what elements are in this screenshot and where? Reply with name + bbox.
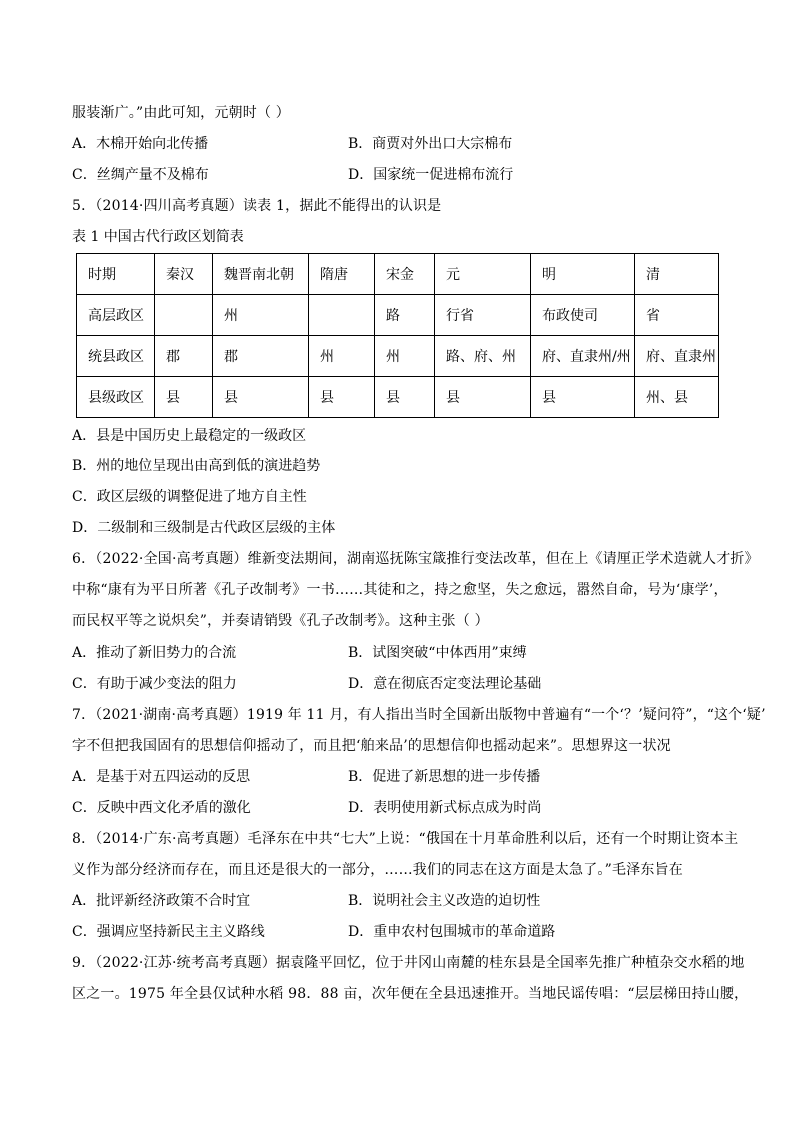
q8-stem-line-2: 义作为部分经济而存在，而且还是很大的一部分，……我们的同志在这方面是太急了。”毛泽东旨在 bbox=[72, 862, 683, 878]
q6-option-d: D．意在彻底否定变法理论基础 bbox=[348, 676, 542, 692]
q8-option-a: A．批评新经济政策不合时宜 bbox=[72, 893, 251, 909]
q4-option-d: D．国家统一促进棉布流行 bbox=[348, 167, 514, 183]
q7-option-a: A．是基于对五四运动的反思 bbox=[72, 769, 251, 785]
table-header-cell: 秦汉 bbox=[155, 254, 213, 295]
table-cell: 县级政区 bbox=[77, 377, 155, 418]
q5-option-b: B．州的地位呈现出由高到低的演进趋势 bbox=[72, 458, 321, 474]
q8-option-b: B．说明社会主义改造的迫切性 bbox=[348, 893, 541, 909]
q6-stem-line-2: 中称“康有为平日所著《孔子改制考》一书……其徒和之，持之愈坚，失之愈远，嚣然自命，号为‘康学’， bbox=[72, 582, 728, 598]
q7-stem-line-2: 字不但把我国固有的思想信仰摇动了，而且把‘舶来品’的思想信仰也摇动起来”。思想界这一状况 bbox=[72, 738, 671, 754]
table-cell: 县 bbox=[531, 377, 635, 418]
table-header-cell: 清 bbox=[635, 254, 719, 295]
table-cell: 高层政区 bbox=[77, 295, 155, 336]
q4-option-a: A．木棉开始向北传播 bbox=[72, 136, 209, 152]
q6-stem-line-1: 6．（2022·全国·高考真题）维新变法期间，湖南巡抚陈宝箴推行变法改革，但在上《请厘正学术造就人才折》 bbox=[72, 551, 759, 567]
table-header-cell: 魏晋南北朝 bbox=[213, 254, 309, 295]
table-header-cell: 明 bbox=[531, 254, 635, 295]
q8-option-d: D．重申农村包围城市的革命道路 bbox=[348, 924, 556, 940]
table-cell: 路、府、州 bbox=[435, 336, 531, 377]
table-header-cell: 时期 bbox=[77, 254, 155, 295]
table-header-row bbox=[77, 254, 719, 295]
table-cell: 省 bbox=[635, 295, 719, 336]
admin-division-table bbox=[76, 253, 719, 418]
table-cell: 县 bbox=[213, 377, 309, 418]
table-row bbox=[77, 295, 719, 336]
q9-stem-line-2: 区之一。1975 年全县仅试种水稻 98．88 亩，次年便在全县迅速推开。当地民谣传唱：“层层梯田持山腰， bbox=[72, 986, 749, 1002]
table-header-cell: 元 bbox=[435, 254, 531, 295]
table-cell: 统县政区 bbox=[77, 336, 155, 377]
q8-stem-line-1: 8．（2014·广东·高考真题）毛泽东在中共“七大”上说：“俄国在十月革命胜利以后，还有一个时期让资本主 bbox=[72, 831, 739, 847]
q6-option-c: C．有助于减少变法的阻力 bbox=[72, 676, 237, 692]
table-cell: 州 bbox=[309, 336, 375, 377]
table-cell: 行省 bbox=[435, 295, 531, 336]
q7-option-d: D．表明使用新式标点成为时尚 bbox=[348, 800, 542, 816]
table-cell: 郡 bbox=[213, 336, 309, 377]
table-cell: 府、直隶州/州 bbox=[531, 336, 635, 377]
q4-option-b: B．商贾对外出口大宗棉布 bbox=[348, 136, 513, 152]
q5-stem: 5．（2014·四川高考真题）读表 1，据此不能得出的认识是 bbox=[72, 198, 442, 214]
table-cell: 州 bbox=[213, 295, 309, 336]
table-cell: 郡 bbox=[155, 336, 213, 377]
table-header-cell: 隋唐 bbox=[309, 254, 375, 295]
q9-stem-line-1: 9．（2022·江苏·统考高考真题）据袁隆平回忆，位于井冈山南麓的桂东县是全国率先推广种植杂交水稻的地 bbox=[72, 955, 745, 971]
q5-option-c: C．政区层级的调整促进了地方自主性 bbox=[72, 489, 307, 505]
table-cell: 布政使司 bbox=[531, 295, 635, 336]
table-cell: 县 bbox=[375, 377, 435, 418]
q7-option-b: B．促进了新思想的进一步传播 bbox=[348, 769, 541, 785]
q5-option-a: A．县是中国历史上最稳定的一级政区 bbox=[72, 428, 307, 444]
q4-option-c: C．丝绸产量不及棉布 bbox=[72, 167, 209, 183]
table-cell: 州 bbox=[375, 336, 435, 377]
q6-stem-line-3: 而民权平等之说炽矣”，并奏请销毁《孔子改制考》。这种主张（ ） bbox=[72, 613, 489, 629]
q7-stem-line-1: 7．（2021·湖南·高考真题）1919 年 11 月，有人指出当时全国新出版物中普遍有“一个‘？’疑问符”，“这个‘疑’ bbox=[72, 707, 766, 723]
q5-option-d: D．二级制和三级制是古代政区层级的主体 bbox=[72, 520, 336, 536]
q7-option-c: C．反映中西文化矛盾的激化 bbox=[72, 800, 251, 816]
table-cell bbox=[155, 295, 213, 336]
table-cell: 县 bbox=[309, 377, 375, 418]
q8-option-c: C．强调应坚持新民主主义路线 bbox=[72, 924, 265, 940]
table-cell bbox=[309, 295, 375, 336]
table-row bbox=[77, 336, 719, 377]
table-cell: 州、县 bbox=[635, 377, 719, 418]
q6-option-b: B．试图突破“中体西用”束缚 bbox=[348, 645, 527, 661]
q4-stem-tail: 服装渐广。”由此可知，元朝时（ ） bbox=[72, 105, 291, 121]
table-cell: 府、直隶州 bbox=[635, 336, 719, 377]
table-caption: 表 1 中国古代行政区划简表 bbox=[72, 229, 244, 245]
table-header-cell: 宋金 bbox=[375, 254, 435, 295]
table-cell: 路 bbox=[375, 295, 435, 336]
table-cell: 县 bbox=[155, 377, 213, 418]
q6-option-a: A．推动了新旧势力的合流 bbox=[72, 645, 237, 661]
table-cell: 县 bbox=[435, 377, 531, 418]
table-row bbox=[77, 377, 719, 418]
